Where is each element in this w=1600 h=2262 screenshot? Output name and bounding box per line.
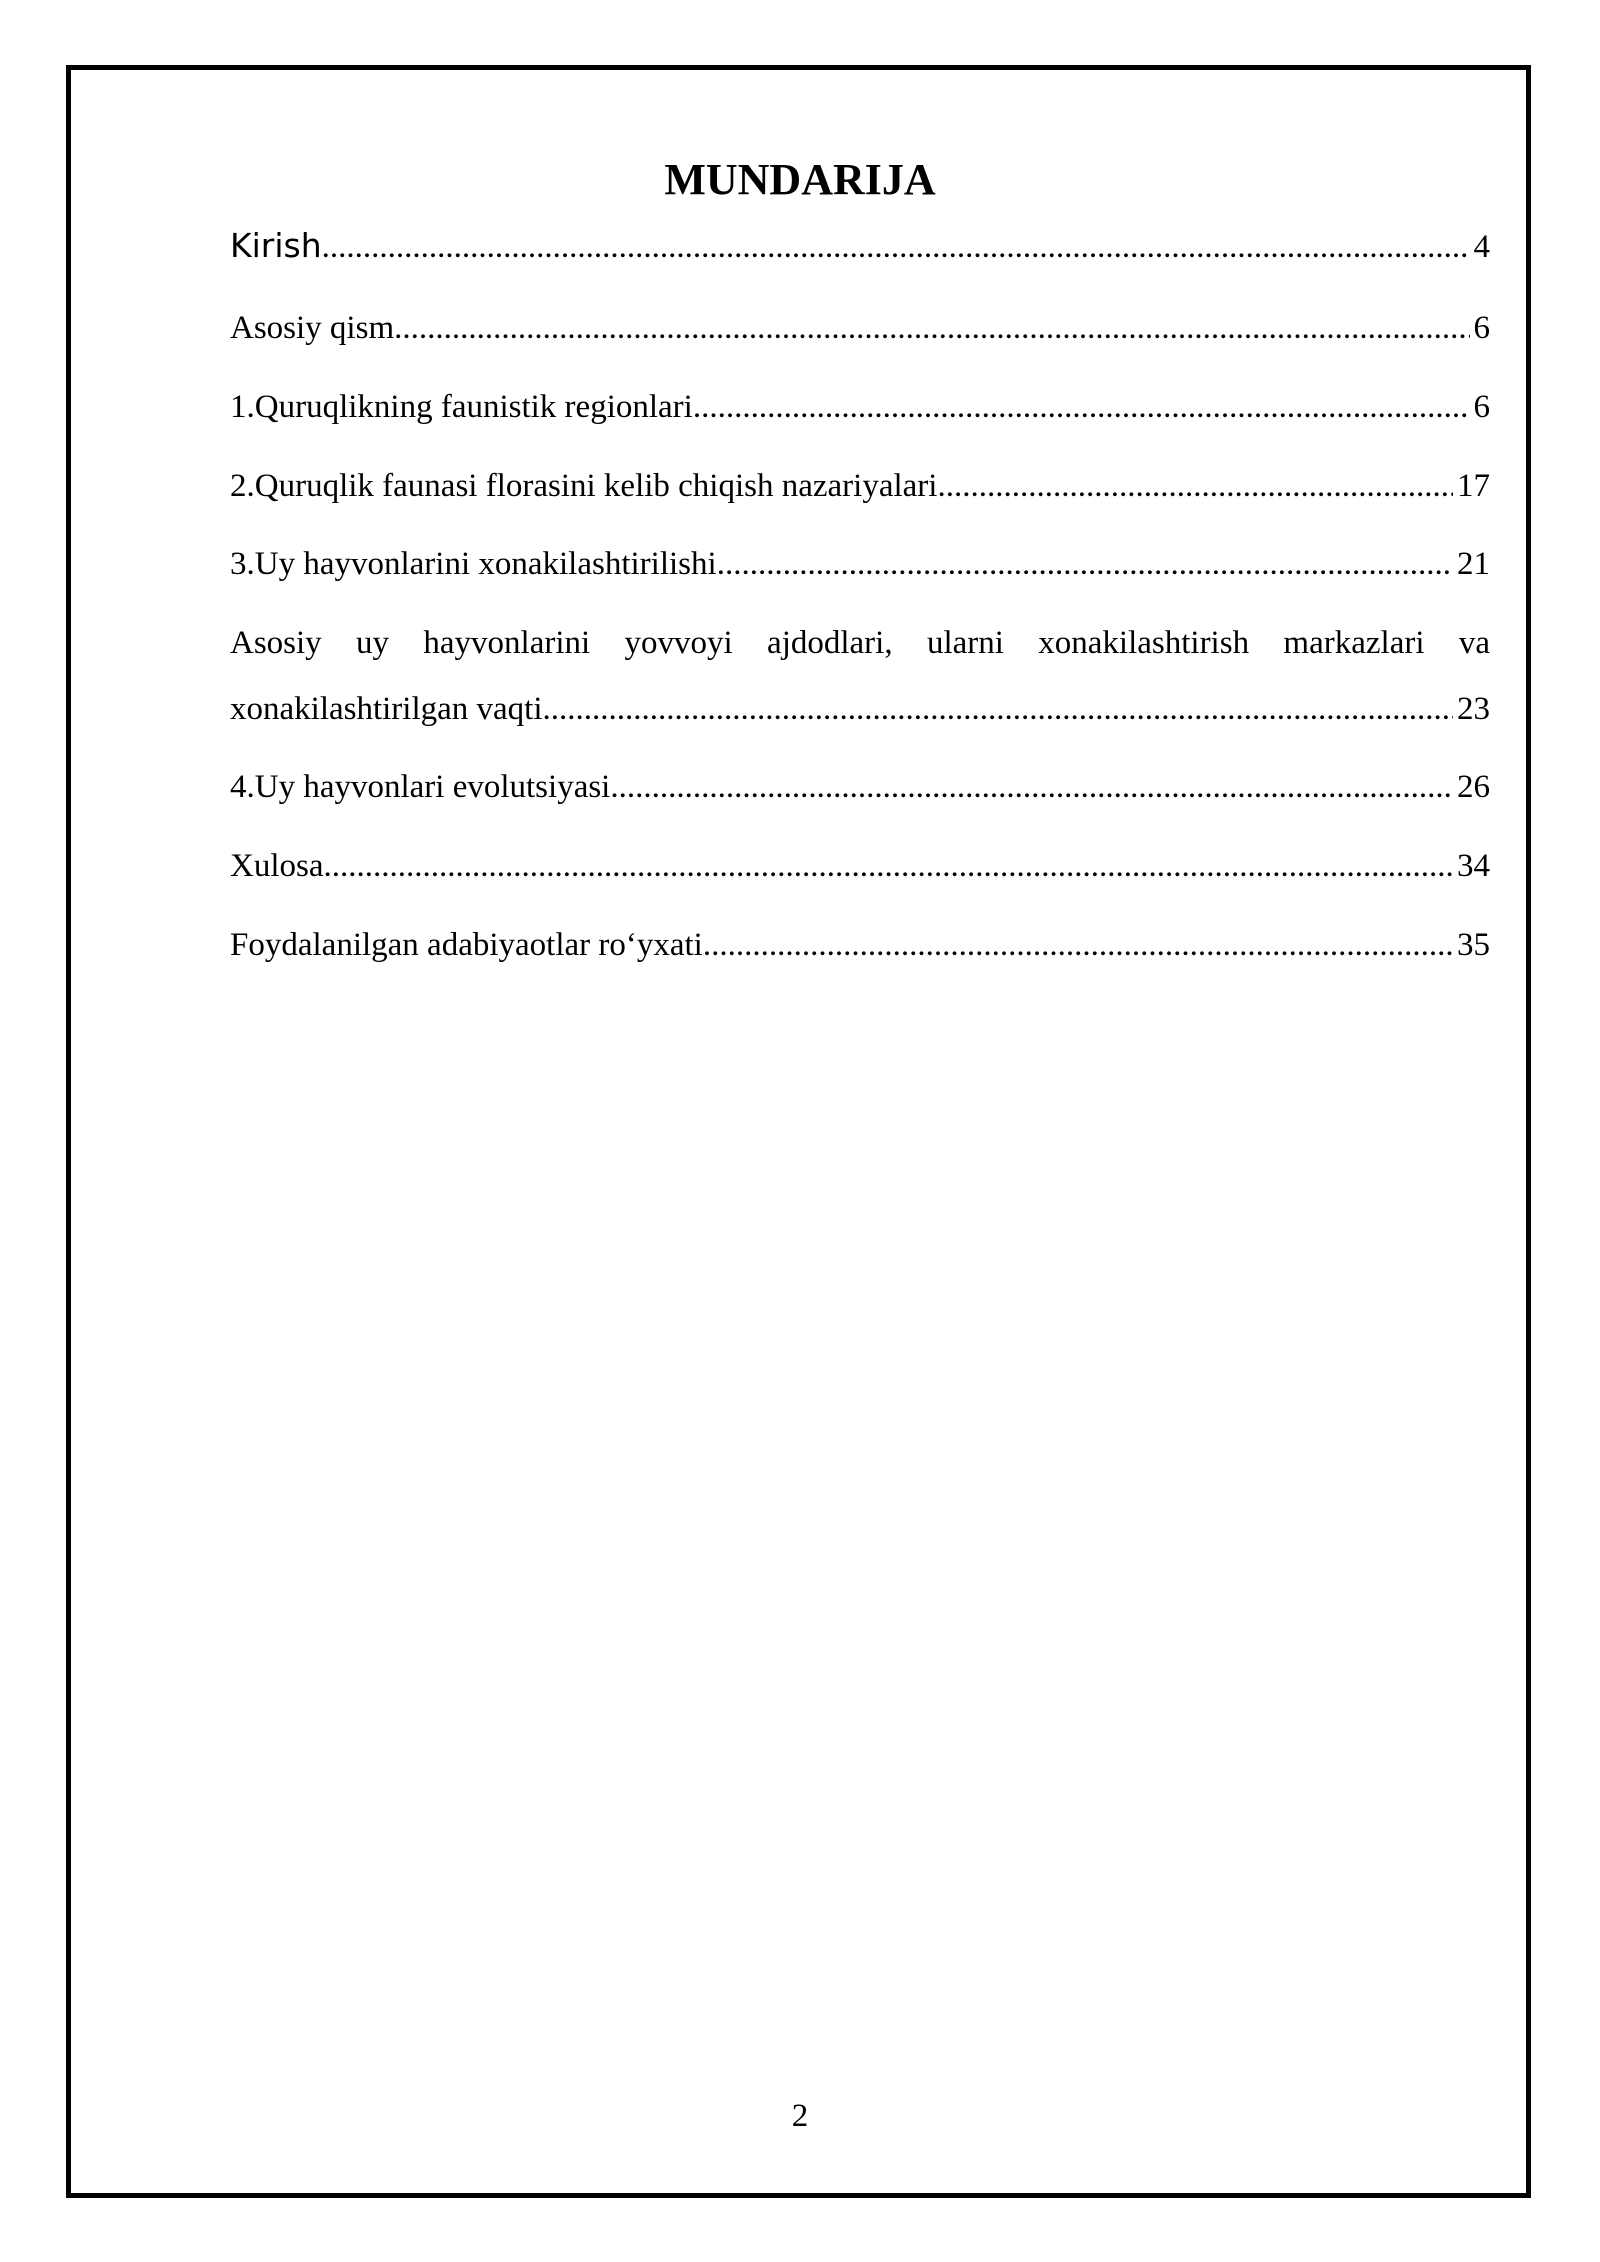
toc-entry-label: Kirish: [230, 226, 322, 265]
toc-entry-label-line1: Asosiy uy hayvonlarini yovvoyi ajdodlari, ularni xonakilashtirish markazlari va: [230, 625, 1490, 661]
toc-entry-kirish[interactable]: [230, 226, 1490, 267]
toc-entry-page: 4: [1473, 229, 1490, 265]
page-number: 2: [791, 2098, 809, 2134]
toc-entry-page: 26: [1457, 769, 1490, 805]
toc-entry-page: 6: [1473, 389, 1490, 425]
toc-leader-dots: [394, 308, 1469, 348]
toc-entry-page: 34: [1457, 848, 1490, 884]
toc-entry-page: 6: [1473, 310, 1490, 346]
toc-entry-evolutsiyasi[interactable]: [230, 767, 1490, 807]
toc-entry-label: 4.Uy hayvonlari evolutsiyasi: [230, 769, 611, 805]
toc-entry-faunistik-regionlari[interactable]: [230, 387, 1490, 427]
toc-leader-dots: [322, 227, 1470, 267]
toc-leader-dots: [610, 767, 1453, 807]
toc-entry-page: 35: [1457, 927, 1490, 963]
toc-leader-dots: [703, 925, 1453, 965]
toc-entry-asosiy-qism[interactable]: [230, 308, 1490, 348]
toc-entry-xonakilashtirilishi[interactable]: [230, 544, 1490, 584]
toc-entry-label: 2.Quruqlik faunasi florasini kelib chiqish nazariyalari: [230, 468, 938, 504]
toc-entry-label: 1.Quruqlikning faunistik regionlari: [230, 389, 693, 425]
toc-entry-xulosa[interactable]: [230, 846, 1490, 886]
toc-entry-label: Asosiy qism: [230, 310, 395, 346]
page-border: [66, 65, 1531, 2198]
toc-leader-dots: [324, 846, 1454, 886]
toc-entry-adabiyaotlar[interactable]: [230, 925, 1490, 965]
toc-entry-label: Xulosa: [230, 848, 324, 884]
toc-leader-dots: [543, 689, 1453, 729]
toc-entry-label: Foydalanilgan adabiyaotlar ro‘yxati: [230, 927, 703, 963]
toc-entry-page: 21: [1457, 546, 1490, 582]
toc-leader-dots: [717, 544, 1453, 584]
toc-leader-dots: [693, 387, 1470, 427]
toc-entry-label: xonakilashtirilgan vaqti: [230, 691, 543, 727]
toc-title: MUNDARIJA: [664, 155, 936, 204]
toc-entry-ajdodlari[interactable]: [230, 623, 1490, 729]
toc-entry-nazariyalari[interactable]: [230, 466, 1490, 506]
toc-leader-dots: [937, 466, 1453, 506]
toc-entry-page: 23: [1457, 691, 1490, 727]
toc-entry-page: 17: [1457, 468, 1490, 504]
toc-entry-label: 3.Uy hayvonlarini xonakilashtirilishi: [230, 546, 717, 582]
